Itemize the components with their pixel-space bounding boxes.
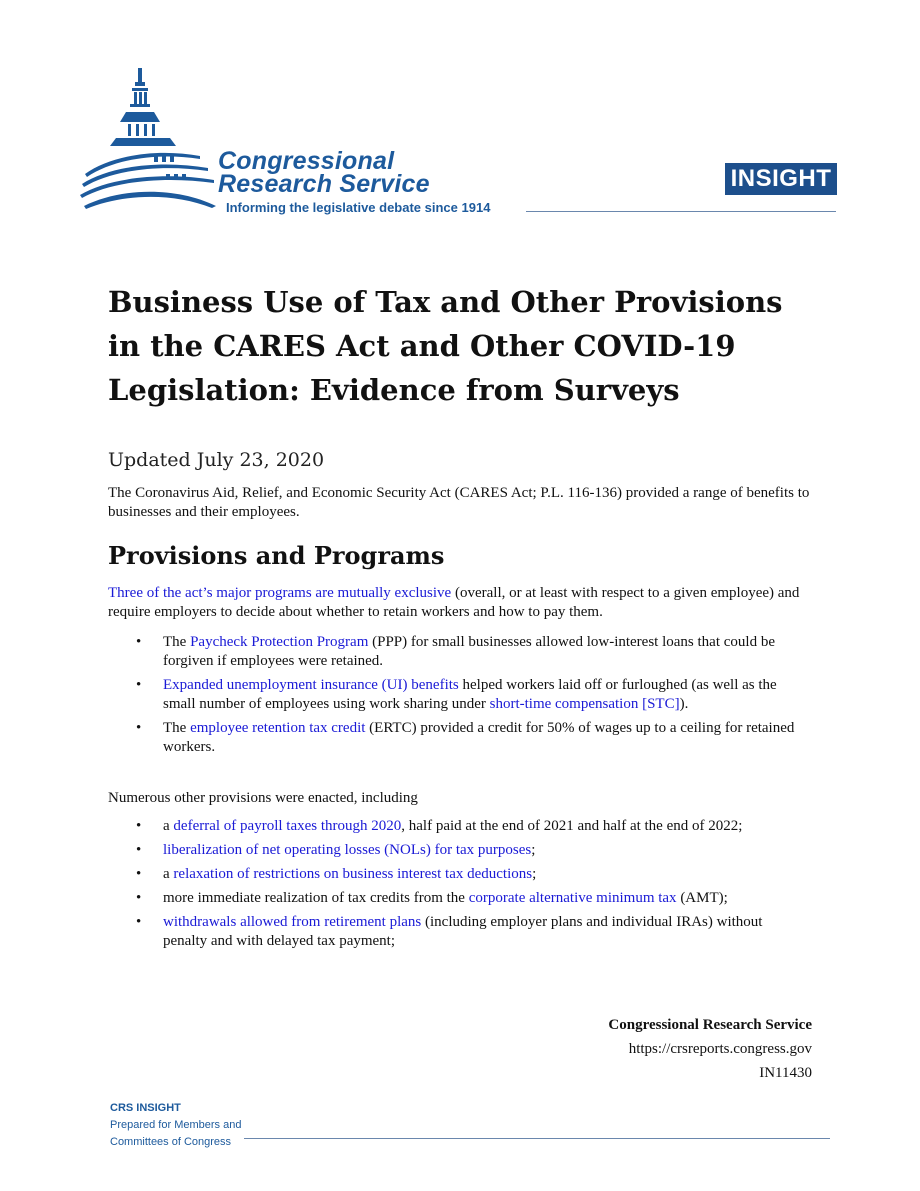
list-item-text: The [163, 720, 191, 736]
list-item-text: helped workers laid off or furloughed (as well as the small number of employees using work sharing under [163, 677, 777, 712]
footer-url[interactable]: https://crsreports.congress.gov [628, 1041, 812, 1057]
intro-paragraph: The Coronavirus Aid, Relief, and Economic Security Act (CARES Act; P.L. 116-136) provided a range of benefits to businesses and their employees. [108, 485, 810, 520]
crs-insight-label [110, 1100, 241, 1151]
link-amt[interactable]: corporate alternative minimum tax [468, 890, 677, 906]
list-item [108, 719, 798, 757]
prepared-line2: Committees of Congress [110, 1136, 232, 1148]
paragraph-programs-text: (overall, or at least with respect to a given employee) and require employers to decide about whether to retain workers and how to pay them. [108, 585, 800, 620]
list-item [108, 841, 798, 860]
list-item-text: (ERTC) provided a credit for 50% of wages up to a ceiling for retained workers. [163, 720, 795, 755]
footer-org: Congressional Research Service [608, 1017, 812, 1033]
list-item-text: ; [532, 866, 537, 882]
list-item-text: , half paid at the end of 2021 and half at the end of 2022; [401, 818, 743, 834]
list-item [108, 865, 798, 884]
list-item-text: The [163, 634, 191, 650]
list-item [108, 817, 798, 836]
list-item-text: (AMT); [676, 890, 728, 906]
insight-badge: INSIGHT [725, 163, 837, 195]
prepared-line1: Prepared for Members and [110, 1119, 242, 1131]
logo-org-line2: Research Service [218, 170, 430, 198]
list-item [108, 889, 798, 908]
provisions-list [108, 817, 798, 956]
paragraph-programs [108, 584, 818, 622]
link-nol[interactable]: liberalization of net operating losses (NOLs) for tax purposes [163, 842, 532, 858]
list-item-text: ; [531, 842, 536, 858]
section-heading: Provisions and Programs [108, 541, 445, 570]
link-ppp[interactable]: Paycheck Protection Program [190, 634, 369, 650]
link-retirement-withdrawals[interactable]: withdrawals allowed from retirement plans [163, 914, 422, 930]
updated-date: Updated July 23, 2020 [108, 449, 325, 471]
list-item-text: a [163, 818, 174, 834]
list-item-text: a [163, 866, 174, 882]
capitol-dome-icon [80, 64, 220, 214]
link-mutually-exclusive[interactable]: Three of the act’s major programs are mutually exclusive [108, 585, 452, 601]
list-item-text: (PPP) for small businesses allowed low-interest loans that could be forgiven if employees were retained. [163, 634, 775, 669]
logo-org-line1: Congressional [218, 147, 395, 175]
list-item-text: more immediate realization of tax credits from the [163, 890, 469, 906]
list-item [108, 633, 798, 671]
list-item [108, 913, 798, 951]
list-item-text: (including employer plans and individual IRAs) without penalty and with delayed tax payment; [163, 914, 763, 949]
crs-logo [80, 64, 540, 224]
programs-list [108, 633, 798, 762]
link-ertc[interactable]: employee retention tax credit [190, 720, 366, 736]
link-payroll-deferral[interactable]: deferral of payroll taxes through 2020 [173, 818, 402, 834]
document-title: Business Use of Tax and Other Provisions in the CARES Act and Other COVID-19 Legislation: Evidence from Surveys [108, 285, 783, 407]
header-divider [526, 211, 836, 212]
crs-insight-title: CRS INSIGHT [110, 1102, 181, 1114]
logo-tagline: Informing the legislative debate since 1914 [226, 200, 491, 215]
link-stc[interactable]: short-time compensation [STC] [489, 696, 680, 712]
footer-citation [608, 1013, 812, 1085]
list-item-text: ). [679, 696, 689, 712]
paragraph-other-provisions: Numerous other provisions were enacted, including [108, 790, 418, 806]
footer-divider [244, 1138, 830, 1139]
list-item [108, 676, 798, 714]
link-interest-deductions[interactable]: relaxation of restrictions on business interest tax deductions [173, 866, 533, 882]
footer-id: IN11430 [759, 1065, 812, 1081]
link-ui-benefits[interactable]: Expanded unemployment insurance (UI) benefits [163, 677, 459, 693]
